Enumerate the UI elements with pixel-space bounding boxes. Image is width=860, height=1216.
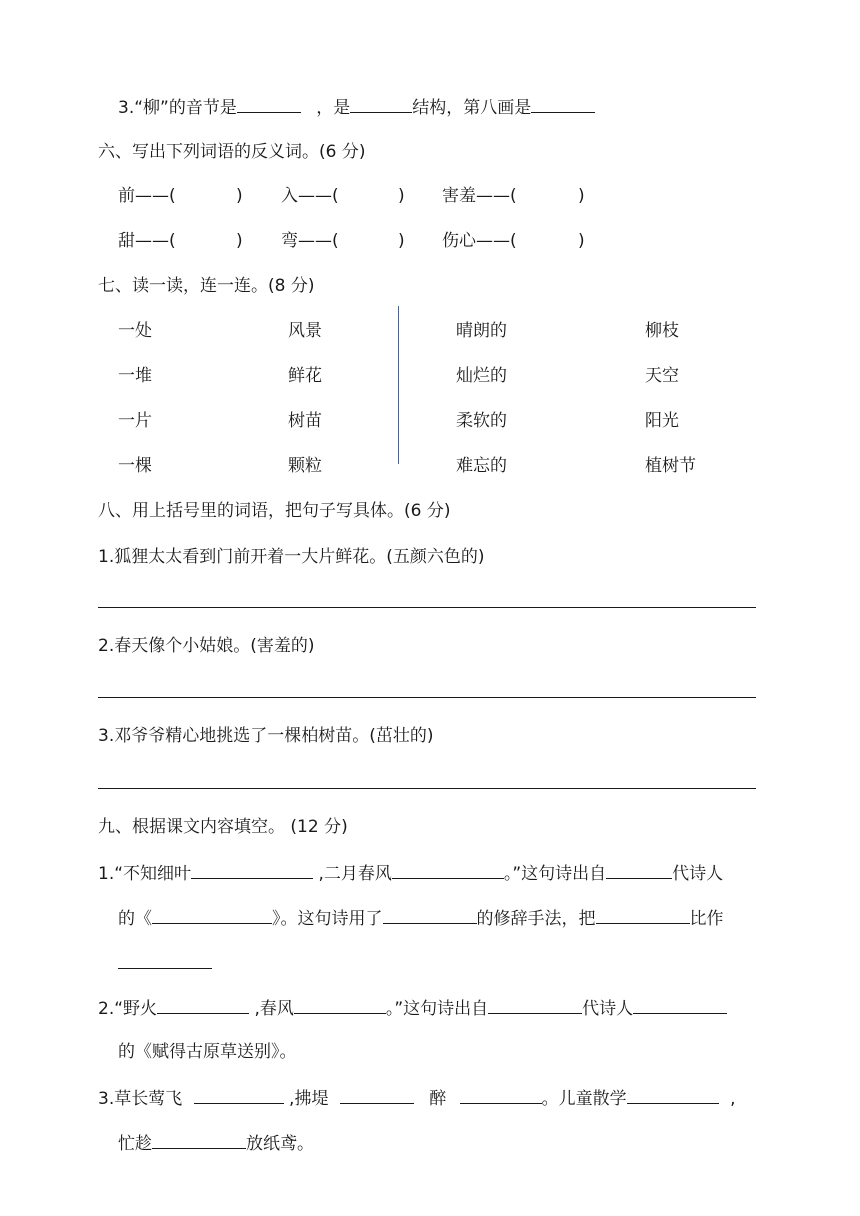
section-9-heading: 九、根据课文内容填空。 (12 分) <box>98 817 348 837</box>
answer-blank[interactable] <box>633 995 727 1014</box>
answer-blank[interactable] <box>460 1085 542 1104</box>
antonym-cell: ) <box>236 231 243 251</box>
answer-line[interactable] <box>98 788 756 789</box>
antonym-cell: 伤心——( <box>442 231 517 251</box>
section-6-heading: 六、写出下列词语的反义词。(6 分) <box>98 142 366 162</box>
antonym-cell: 甜——( <box>118 231 176 251</box>
poem-text: 2.“野火 <box>98 999 158 1019</box>
match-word[interactable]: 晴朗的 <box>456 321 507 341</box>
poem-text: 3.草长莺飞 <box>98 1089 183 1109</box>
poem-question-2 <box>98 995 727 1021</box>
match-word[interactable]: 天空 <box>645 366 679 386</box>
answer-blank[interactable] <box>194 1085 284 1104</box>
match-word[interactable]: 风景 <box>288 321 322 341</box>
answer-blank[interactable] <box>350 94 412 113</box>
match-word[interactable]: 柳枝 <box>645 321 679 341</box>
antonym-cell: ) <box>398 186 405 206</box>
poem-text: 放纸鸢。 <box>246 1134 314 1154</box>
poem-text: ,春风 <box>254 999 294 1019</box>
match-word[interactable]: 鲜花 <box>288 366 322 386</box>
answer-blank[interactable] <box>606 860 672 879</box>
antonym-cell: ) <box>236 186 243 206</box>
antonym-cell: 前——( <box>118 186 176 206</box>
answer-blank[interactable] <box>157 995 249 1014</box>
poem-text: 1.“不知细叶 <box>98 864 192 884</box>
antonym-cell: 害羞——( <box>442 186 517 206</box>
match-word[interactable]: 灿烂的 <box>456 366 507 386</box>
match-word[interactable]: 树苗 <box>288 411 322 431</box>
antonym-cell: 弯——( <box>281 231 339 251</box>
poem-text: ,拂堤 <box>289 1089 329 1109</box>
sentence-item: 3.邓爷爷精心地挑选了一棵柏树苗。(茁壮的) <box>98 726 434 746</box>
match-word[interactable]: 一堆 <box>118 366 152 386</box>
question-liu-text-c: 结构，第八画是 <box>412 98 532 118</box>
match-word[interactable]: 一片 <box>118 411 152 431</box>
poem-text: , <box>730 1089 736 1109</box>
match-word[interactable]: 颗粒 <box>288 456 322 476</box>
answer-blank[interactable] <box>340 1085 414 1104</box>
answer-blank[interactable] <box>294 995 386 1014</box>
answer-blank[interactable] <box>237 94 301 113</box>
poem-text: 比作 <box>689 909 724 929</box>
section-7-heading: 七、读一读，连一连。(8 分) <box>98 276 315 296</box>
answer-blank[interactable] <box>392 860 504 879</box>
poem-text: 。”这句诗出自 <box>503 864 607 884</box>
answer-blank[interactable] <box>152 905 272 924</box>
answer-line[interactable] <box>98 697 756 698</box>
question-liu <box>118 94 595 120</box>
poem-text: 代诗人 <box>582 999 634 1019</box>
antonym-cell: ) <box>398 231 405 251</box>
poem-question-2-cont <box>118 1040 297 1064</box>
poem-text: 的《 <box>118 909 152 929</box>
sentence-item: 1.狐狸太太看到门前开着一大片鲜花。(五颜六色的) <box>98 547 485 567</box>
match-word[interactable]: 一处 <box>118 321 152 341</box>
answer-blank[interactable] <box>191 860 313 879</box>
antonym-cell: ) <box>578 186 585 206</box>
answer-blank[interactable] <box>118 950 212 969</box>
match-word[interactable]: 阳光 <box>645 411 679 431</box>
answer-line[interactable] <box>98 607 756 608</box>
poem-question-1-cont2 <box>118 950 212 976</box>
answer-blank[interactable] <box>531 94 595 113</box>
answer-blank[interactable] <box>488 995 582 1014</box>
match-word[interactable]: 一棵 <box>118 456 152 476</box>
poem-text: 的修辞手法，把 <box>476 909 596 929</box>
antonym-cell: 入——( <box>281 186 339 206</box>
poem-question-3 <box>98 1085 735 1111</box>
match-divider <box>398 306 399 464</box>
poem-question-1-cont <box>118 905 724 931</box>
answer-blank[interactable] <box>383 905 477 924</box>
poem-text: 。儿童散学 <box>541 1089 627 1109</box>
poem-text: 醉 <box>429 1089 447 1109</box>
question-liu-text-b: ，是 <box>316 98 351 118</box>
poem-text: 忙趁 <box>118 1134 152 1154</box>
poem-text: 代诗人 <box>672 864 724 884</box>
match-word[interactable]: 植树节 <box>645 456 696 476</box>
match-word[interactable]: 难忘的 <box>456 456 507 476</box>
poem-text: ,二月春风 <box>318 864 392 884</box>
poem-question-3-cont <box>118 1130 314 1156</box>
poem-text: 》。这句诗用了 <box>272 909 383 929</box>
section-8-heading: 八、用上括号里的词语，把句子写具体。(6 分) <box>98 501 451 521</box>
poem-text: 。”这句诗出自 <box>385 999 489 1019</box>
question-liu-text-a: 3.“柳”的音节是 <box>118 98 237 118</box>
poem-text: 的《赋得古原草送别》。 <box>118 1042 297 1062</box>
poem-question-1 <box>98 860 723 886</box>
answer-blank[interactable] <box>627 1085 719 1104</box>
match-word[interactable]: 柔软的 <box>456 411 507 431</box>
antonym-cell: ) <box>578 231 585 251</box>
answer-blank[interactable] <box>152 1130 246 1149</box>
sentence-item: 2.春天像个小姑娘。(害羞的) <box>98 636 315 656</box>
answer-blank[interactable] <box>596 905 690 924</box>
